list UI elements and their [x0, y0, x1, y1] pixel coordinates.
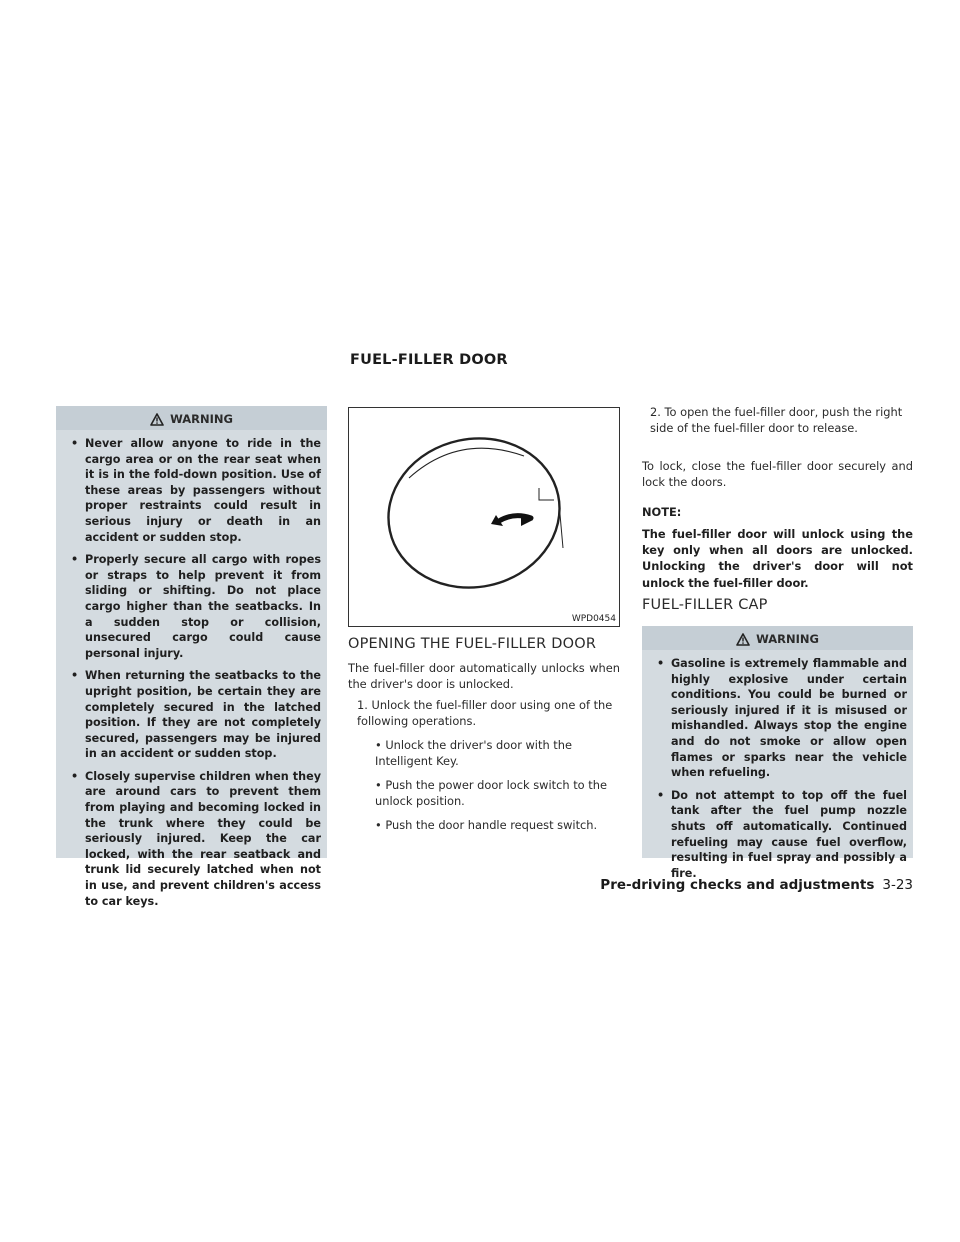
warning-list [56, 430, 327, 909]
fuel-door-illustration [349, 408, 619, 626]
opening-intro: The fuel-filler door automatically unlocks when the driver's door is unlocked. [348, 661, 620, 692]
note-label: NOTE: [642, 505, 682, 519]
warning-item: • When returning the seatbacks to the upright position, be certain they are completely secured in the latched position. If they are not completely secured, passengers may be injured in an accident or sudden stop. [56, 668, 321, 762]
note-text: The fuel-filler door will unlock using the key only when all doors are unlocked. Unlocking the driver's door will not unlock the fuel-filler door. [642, 527, 913, 590]
step-2: 2. To open the fuel-filler door, push the right side of the fuel-filler door to release. [650, 405, 903, 436]
cargo-warning-box [56, 406, 327, 908]
step-1-option: • Push the door handle request switch. [375, 818, 598, 832]
section-title: FUEL-FILLER DOOR [350, 352, 508, 368]
opening-heading: OPENING THE FUEL-FILLER DOOR [348, 636, 597, 652]
figure-label: WPD0454 [571, 614, 616, 624]
fuel-door-figure [348, 407, 620, 627]
warning-triangle-icon [150, 413, 164, 426]
warning-item: • Never allow anyone to ride in the cargo area or on the rear seat when it is in the fold-down position. Use of these areas by passengers without proper restraints could result in serious injury or death in an accident or sudden stop. [56, 436, 321, 545]
page-number: 3-23 [882, 877, 913, 893]
warning-item: • Do not attempt to top off the fuel tank after the fuel pump nozzle shuts off automatically. Continued refueling may cause fuel overflow, resulting in fuel spray and possibly a fire. [642, 788, 907, 882]
warning-heading: WARNING [170, 412, 233, 426]
warning-header [56, 406, 327, 430]
warning-triangle-icon [736, 633, 750, 646]
warning-list [642, 650, 913, 881]
warning-item: • Closely supervise children when they are around cars to prevent them from playing and becoming locked in the trunk where they could be seriously injured. Keep the car locked, with the rear seatback and trunk lid securely latched when not in use, and prevent children's access to car keys. [56, 769, 321, 909]
warning-header [642, 626, 913, 650]
page-footer [600, 877, 913, 893]
step-1-option: • Push the power door lock switch to the unlock position. [375, 778, 607, 809]
cap-heading: FUEL-FILLER CAP [642, 597, 768, 613]
warning-item: • Properly secure all cargo with ropes or straps to help prevent it from sliding or shifting. Do not place cargo higher than the seatbacks. In a sudden stop or collision, unsecured cargo could cause personal injury. [56, 552, 321, 661]
step-1: 1. Unlock the fuel-filler door using one of the following operations. [357, 698, 613, 729]
step-1-option: • Unlock the driver's door with the Intelligent Key. [375, 738, 572, 769]
footer-chapter-title: Pre-driving checks and adjustments [600, 877, 875, 893]
warning-item: • Gasoline is extremely flammable and highly explosive under certain conditions. You could be burned or seriously injured if it is misused or mishandled. Always stop the engine and do not smoke or allow open flames or sparks near the vehicle when refueling. [642, 656, 907, 781]
fuel-warning-box [642, 626, 913, 880]
warning-heading: WARNING [756, 632, 819, 646]
lock-instructions: To lock, close the fuel-filler door securely and lock the doors. [642, 459, 913, 490]
